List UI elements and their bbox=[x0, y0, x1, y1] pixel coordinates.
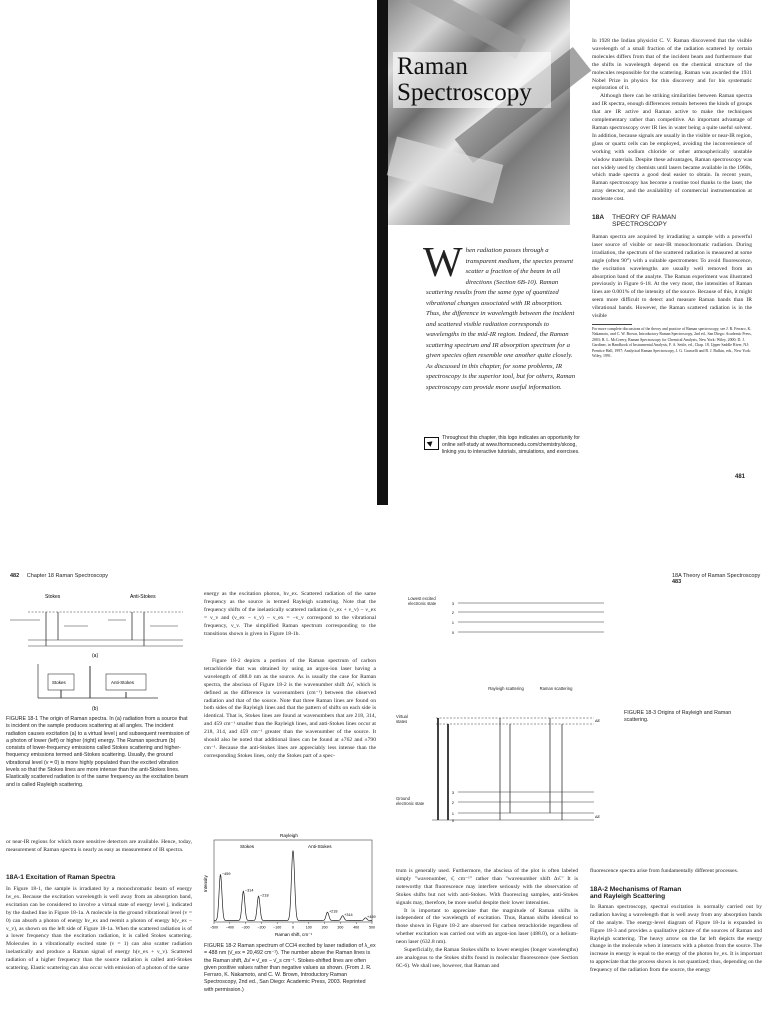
x-tick-label: 400 bbox=[353, 925, 360, 930]
svg-text:ΔE: ΔE bbox=[595, 815, 601, 819]
chart-ylabel: Intensity bbox=[203, 875, 208, 892]
figure-18-2-caption: FIGURE 18-2 Raman spectrum of CCl4 excited by laser radiation of λ_ex = 488 nm (ν̄_ex = 20,492 cm⁻¹). The number above the Raman lines is the Raman shift, Δν̄ = ν̄_ex − ν̄_s cm⁻¹. Stokes-shifted lines are often given positive values rather than negative values as shown. (From J. R. Ferraro, K. Nakamoto, and C. W. Brown, Introductory Raman Spectroscopy, 2nd ed., San Diego: Academic Press, 2003. Reprinted with permission.) bbox=[204, 943, 376, 993]
figure-18-1-caption: FIGURE 18-1 The origin of Raman spectra. In (a) radiation from a source that is incident on the sample produces scattering at all angles. The incident radiation causes excitation (a) to a virtual level j and subsequent reemission of a photon of lower (left) or higher (right) energy. The Raman spectrum (b) consists of lower-frequency emissions called Stokes scattering and higher-frequency emissions termed anti-Stokes scattering. Usually, the ground vibrational level (v = 0) is more highly populated than the excited vibration levels so that the Stokes lines are more intense than the anti-Stokes lines. Elastically scattered radiation is of the same frequency as the excitation beam and is called Rayleigh scattering. bbox=[6, 716, 190, 788]
paragraph-rayleigh-scattering: energy as the excitation photon, hν_ex. Scattered radiation of the same frequency as the source is termed Rayleigh scattering. Note that the frequency shifts of the inelastically scattered radiation (ν_ex + ν_v) − ν_ex = ν_v and (ν_ex − ν_v) − ν_ex = −ν_v correspond to the vibrational frequency, ν_v. The simplified Raman spectrum corresponding to the transitions shown is given in Figure 18-1b. bbox=[204, 591, 376, 637]
chapter-title-line1: Raman bbox=[397, 53, 468, 80]
paragraph-raman-theory: Raman spectra are acquired by irradiating a sample with a powerful laser source of visible or near-IR monochromatic radiation. During irradiation, the spectrum of the scattered radiation is measured at some angle (often 90°) with a suitable spectrometer. To avoid fluorescence, the excitation wavelengths are usually well removed from an absorption band of the analyte. The Raman experiment was illustrated previously in Figure 6-18. At the very most, the intensities of Raman lines are 0.001% of the intensity of the source. Because of this, it might seem more difficult to detect and measure Raman bands than IR vibrational bands. However, the Raman scattered radiation is in the visible bbox=[592, 234, 753, 320]
x-tick-label: 0 bbox=[292, 925, 294, 930]
paragraph-stokes-fluorescence: Superficially, the Raman Stokes shifts to lower energies (longer wavelengths) are analogous to the Stokes shifts found in molecular fluorescence (see Section 6C-6). We shall see, however, that Raman and bbox=[396, 947, 578, 969]
figure-18-2-chart bbox=[200, 830, 378, 940]
paragraph-raman-history: In 1928 the Indian physicist C. V. Raman discovered that the visible wavelength of a small fraction of the radiation scattered by certain molecules differs from that of the incident beam and furthermore that the shifts in wavelength depend on the chemical structure of the molecules responsible for the scattering. Raman was awarded the 1931 Nobel Prize in physics for this discovery and for his systematic exploration of it. bbox=[592, 38, 752, 92]
chapter-title-line2: Spectroscopy bbox=[397, 79, 532, 106]
svg-text:1: 1 bbox=[451, 812, 454, 816]
running-header-482 bbox=[10, 573, 108, 579]
section-heading-18a-1: 18A-1 Excitation of Raman Spectra bbox=[6, 874, 116, 881]
svg-text:3: 3 bbox=[451, 791, 454, 795]
page-number-481: 481 bbox=[735, 474, 746, 480]
section-title-line1: THEORY OF RAMAN bbox=[612, 214, 676, 222]
chart-xlabel: Raman shift, cm⁻¹ bbox=[275, 932, 313, 937]
footnote: For more complete discussions of the theory and practice of Raman spectroscopy, see J. R. Ferraro, K. Nakamoto, and C. W. Brown, Introductory Raman Spectroscopy, 2nd ed., San Diego: Academic Press, 2003; R. L. McCreery, Raman Spectroscopy for Chemical Analysis, New York: Wiley, 2000; D. J. Gardiner, in Handbook of Instrumental Analysis, F. A. Settle, ed., Chap. 18, Upper Saddle River, NJ: Prentice Hall, 1997; Analytical Raman Spectroscopy, J. G. Grasselli and B. J. Bulkin, eds., New York: Wiley, 1991. bbox=[592, 327, 752, 359]
lowest-excited-state-label: Lowest excited electronic state bbox=[408, 596, 437, 607]
online-logo-note bbox=[424, 435, 580, 456]
page-483 bbox=[384, 568, 768, 1024]
section-heading-18a-2 bbox=[590, 886, 762, 900]
drop-cap: W bbox=[423, 240, 463, 286]
figure-18-3-caption: FIGURE 18-3 Origins of Rayleigh and Raman scattering. bbox=[624, 710, 732, 724]
x-tick-label: −300 bbox=[241, 925, 250, 930]
peak-label: +459 bbox=[367, 915, 376, 920]
column2-483 bbox=[590, 868, 762, 975]
section-18a-2-line2: and Rayleigh Scattering bbox=[590, 892, 666, 900]
svg-text:2: 2 bbox=[451, 611, 454, 615]
ground-state-label: Ground electronic state bbox=[396, 796, 425, 807]
svg-text:ΔE: ΔE bbox=[595, 719, 601, 723]
svg-text:1: 1 bbox=[451, 621, 454, 625]
peak-label: −314 bbox=[244, 888, 254, 893]
svg-text:0: 0 bbox=[451, 631, 454, 635]
paragraph-fluorescence: fluorescence spectra arise from fundamentally different processes. bbox=[590, 868, 739, 874]
x-tick-label: 100 bbox=[305, 925, 312, 930]
section-heading-18a bbox=[592, 214, 752, 228]
section-18a-2-line1: 18A-2 Mechanisms of Raman bbox=[590, 885, 682, 893]
fig1a-stokes-label: Stokes bbox=[45, 594, 61, 600]
header-page-number-483: 483 bbox=[672, 579, 682, 585]
figure-18-3 bbox=[396, 588, 616, 843]
paragraph-mechanisms: In Raman spectroscopy, spectral excitation is normally carried out by radiation having a wavelength that is well away from any absorption bands of the analyte. The energy-level diagram of Figure 18-1a is expanded in Figure 18-3 and provides a qualitative picture of the sources of Raman and Rayleigh scattering. The heavy arrow on the far left depicts the energy change in the molecule when it interacts with a photon from the source. The increase in energy is equal to the energy of the photon hν_ex. It is important to appreciate that the process shown is not quantized; thus, depending on the frequency of the radiation from the source, the energy bbox=[590, 903, 762, 974]
paragraph-ir-comparison: Although there can be striking similarities between Raman spectra and IR spectra, enough differences remain between the kinds of groups that are IR active and Raman active to make the techniques complementary rather than competitive. An important advantage of Raman spectroscopy over IR lies in water being a quite useful solvent. In addition, because signals are usually in the visible or near-IR region, glass or quartz cells can be employed, avoiding the inconvenience of working with sodium chloride or other atmospherically unstable window materials. Despite these advantages, Raman spectroscopy was not widely used by chemists until lasers became available in the 1960s, which made spectra a good deal easier to obtain. In recent years, Raman spectroscopy has become a routine tool thanks to the laser, the array detector, and the availability of commercial instrumentation at moderate cost. bbox=[592, 93, 752, 203]
x-tick-label: −200 bbox=[257, 925, 266, 930]
paragraph-abscissa: trum is generally used. Furthermore, the abscissa of the plot is often labeled simply "wavenumber, ν̄, cm⁻¹" rather than "wavenumber shift Δν̄." It is noteworthy that fluorescence may interfere seriously with the observation of Stokes shifts but not with anti-Stokes. With fluorescing samples, anti-Stokes signals may, therefore, be more useful despite their lower intensities. bbox=[396, 868, 578, 906]
chart-stokes-label: Stokes bbox=[240, 844, 255, 849]
svg-text:0: 0 bbox=[451, 819, 454, 823]
paragraph-ccl4-spectrum: Figure 18-2 depicts a portion of the Raman spectrum of carbon tetrachloride that was obtained by using an argon-ion laser having a wavelength of 488.0 nm as the source. As is usually the case for Raman spectra, the abscissa of Figure 18-2 is the wavenumber shift Δν̄, which is defined as the difference in wavenumbers (cm⁻¹) between the observed radiation and that of the source. Note that three Raman lines are found on both sides of the Rayleigh lines and that the pattern of shifts on each side is identical. That is, Stokes lines are found at wavenumbers that are 218, 314, and 459 cm⁻¹ smaller than the Rayleigh lines, and anti-Stokes lines occur at 218, 314, and 459 cm⁻¹ greater than the wavenumber of the source. It should also be noted that additional lines can be found at ±762 and ±790 cm⁻¹. Because the anti-Stokes lines are appreciably less intense than the corresponding Stokes lines, only the Stokes part of a spec- bbox=[204, 658, 376, 759]
page-482 bbox=[0, 568, 384, 1024]
rayleigh-scattering-label: Rayleigh scattering bbox=[488, 686, 524, 691]
x-tick-label: 200 bbox=[321, 925, 328, 930]
raman-scattering-label: Raman scattering bbox=[539, 686, 573, 691]
header-section: 18A Theory of Raman Spectroscopy bbox=[672, 573, 761, 579]
svg-text:3: 3 bbox=[451, 602, 454, 606]
fig1b-antistokes-label: Anti-Stokes bbox=[111, 680, 135, 685]
x-tick-label: −100 bbox=[273, 925, 282, 930]
x-tick-label: 300 bbox=[337, 925, 344, 930]
virtual-states-label: Virtual states bbox=[396, 714, 408, 725]
cursor-logo-icon bbox=[424, 437, 439, 450]
peak-label: −218 bbox=[260, 893, 269, 898]
figure-18-1 bbox=[8, 590, 198, 712]
section-number: 18A bbox=[592, 214, 605, 222]
column1-483 bbox=[396, 868, 578, 971]
column1-continuation: or near-IR regions for which more sensitive detectors are available. Hence, today, measurement of Raman spectra is nearly as easy as measurement of IR spectra. bbox=[6, 839, 192, 853]
right-column-481 bbox=[592, 38, 752, 359]
page-481 bbox=[0, 0, 768, 505]
logo-note-text: Throughout this chapter, this logo indicates an opportunity for online self-study at www.thomsonedu.com/chemistry/skoog, linking you to interactive tutorials, simulations, and exercises. bbox=[442, 435, 580, 455]
peak-label: +218 bbox=[328, 909, 338, 914]
header-chapter: Chapter 18 Raman Spectroscopy bbox=[26, 573, 109, 579]
fig1b-stokes-label: Stokes bbox=[52, 680, 66, 685]
spectrum-trace bbox=[214, 851, 372, 921]
intro-text: hen radiation passes through a transparent medium, the species present scatter a fraction of the beam in all directions (Section 6B-10). Raman scattering results from the same type of quantized vibrational changes associated with IR absorption. Thus, the difference in wavelength between the incident and scattered visible radiation corresponds to wavelengths in the mid-IR region. Indeed, the Raman scattering spectrum and IR absorption spectrum for a given species often resemble one another quite closely. As discussed in this chapter, for some problems, IR spectroscopy is the superior tool, but for others, Raman spectroscopy can provide more useful information. bbox=[426, 247, 576, 391]
chart-rayleigh-label: Rayleigh bbox=[280, 833, 298, 838]
chapter-intro bbox=[423, 240, 578, 393]
paragraph-shift-independence: It is important to appreciate that the magnitude of Raman shifts is independent of the wavelength of excitation. Thus, Raman shifts identical to those shown in Figure 18-2 are observed for carbon tetrachloride regardless of whether excitation was carried out with an argon-ion laser (488.0), or a helium-neon laser (632.8 nm). bbox=[396, 907, 578, 946]
peak-label: +314 bbox=[344, 913, 353, 918]
x-tick-label: −500 bbox=[209, 925, 219, 930]
footnote-divider bbox=[592, 324, 632, 325]
fig1a-antistokes-label: Anti-Stokes bbox=[130, 594, 156, 600]
chapter-photo-bar bbox=[377, 0, 388, 505]
fig1-b-label: (b) bbox=[92, 706, 99, 712]
chapter-title bbox=[393, 52, 551, 108]
paragraph-excitation: In Figure 18-1, the sample is irradiated by a monochromatic beam of energy hν_ex. Because the excitation wavelength is well away from an absorption band, excitation can be considered to involve a virtual state of energy level j, indicated by the dashed line in Figure 18-1a. A molecule in the ground vibrational level (v = 0) can absorb a photon of energy hν_ex and reemit a photon of energy h(ν_ex − ν_v), as shown on the left side of Figure 18-1a. When the scattered radiation is of a lower frequency than the excitation radiation, it is called Stokes scattering. Molecules in a vibrationally excited state (v = 1) can also scatter radiation inelastically and produce a Raman signal of energy h(ν_ex + ν_v). Scattered radiation of a higher frequency than the source radiation is called anti-Stokes scattering. Elastic scattering can also occur with emission of a photon of the same bbox=[6, 886, 192, 972]
section-title-line2: SPECTROSCOPY bbox=[612, 221, 668, 229]
running-header-483 bbox=[672, 573, 768, 585]
svg-text:2: 2 bbox=[451, 801, 454, 805]
x-tick-label: −400 bbox=[225, 925, 234, 930]
chart-antistokes-label: Anti-Stokes bbox=[308, 844, 332, 849]
x-tick-label: 500 bbox=[369, 925, 375, 930]
chapter-photo bbox=[388, 0, 570, 225]
fig1-a-label: (a) bbox=[92, 653, 99, 659]
peak-label: −459 bbox=[221, 871, 231, 876]
header-page-number: 482 bbox=[10, 573, 20, 579]
